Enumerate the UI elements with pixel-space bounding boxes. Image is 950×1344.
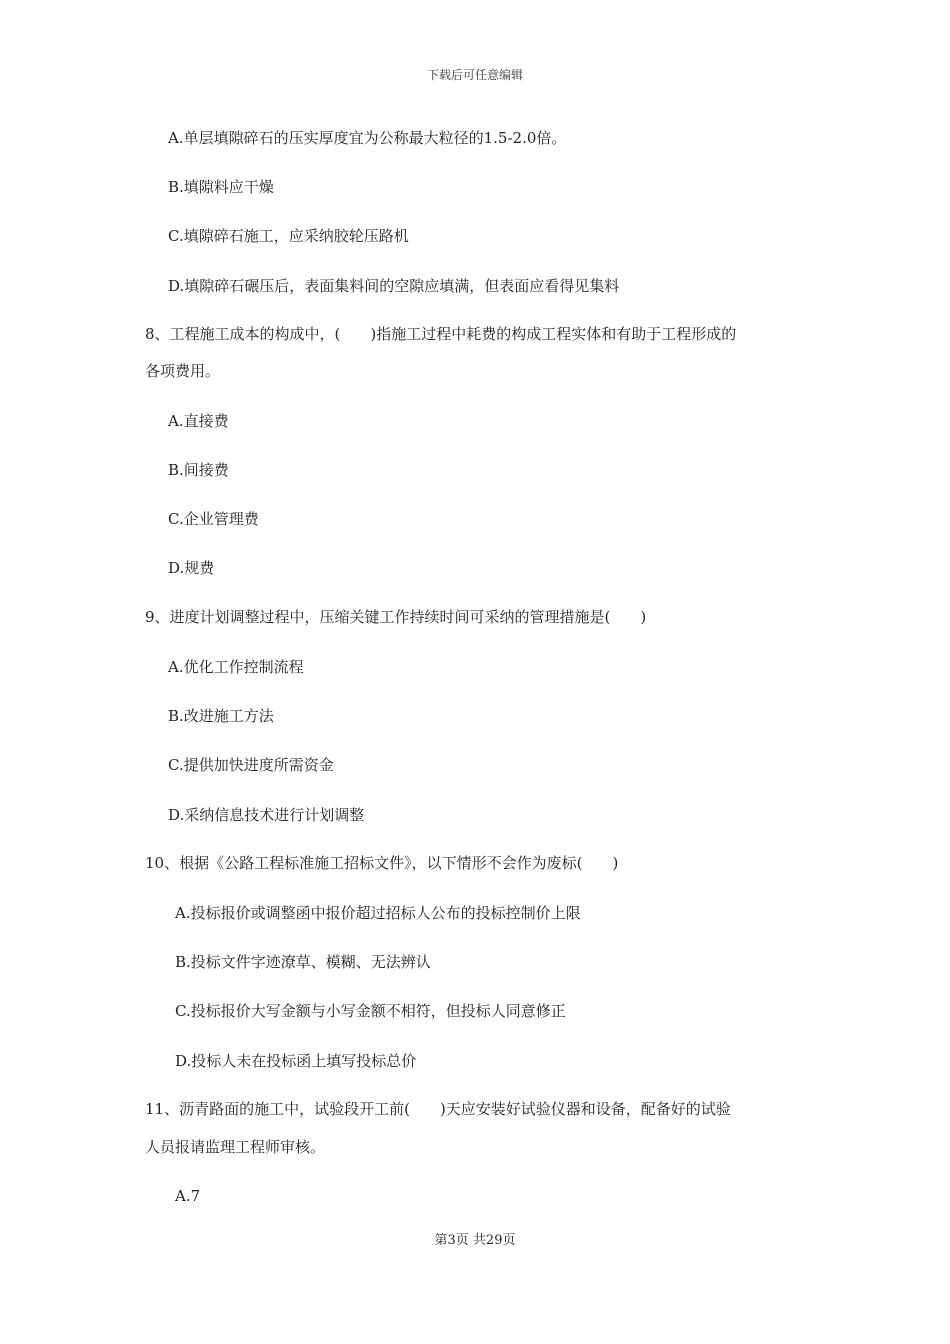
q9-option-c: C.提供加快进度所需资金 — [168, 756, 334, 774]
q7-option-b: B.填隙料应干燥 — [168, 178, 274, 196]
page-header: 下载后可任意编辑 — [426, 68, 523, 82]
q8-option-b: B.间接费 — [168, 461, 229, 479]
q7-option-a: A.单层填隙碎石的压实厚度宜为公称最大粒径的1.5-2.0倍。 — [168, 129, 567, 147]
q9-option-b: B.改进施工方法 — [168, 707, 274, 725]
q10-option-c: C.投标报价大写金额与小写金额不相符，但投标人同意修正 — [175, 1002, 566, 1020]
q8-option-d: D.规费 — [168, 559, 215, 577]
q9-option-d: D.采纳信息技术进行计划调整 — [168, 806, 365, 824]
question-8-continued: 各项费用。 — [145, 362, 221, 380]
q8-option-a: A.直接费 — [168, 412, 229, 430]
q11-option-a: A.7 — [175, 1187, 201, 1205]
question-11-continued: 人员报请监理工程师审核。 — [145, 1138, 326, 1156]
question-11: 11、沥青路面的施工中，试验段开工前( )天应安装好试验仪器和设备，配备好的试验 — [145, 1100, 731, 1118]
q9-option-a: A.优化工作控制流程 — [168, 658, 304, 676]
q10-option-a: A.投标报价或调整函中报价超过招标人公布的投标控制价上限 — [175, 904, 581, 922]
q7-option-c: C.填隙碎石施工，应采纳胶轮压路机 — [168, 227, 409, 245]
question-9: 9、进度计划调整过程中，压缩关键工作持续时间可采纳的管理措施是( ) — [145, 608, 647, 626]
page-footer: 第3页 共29页 — [434, 1233, 516, 1248]
q10-option-b: B.投标文件字迹潦草、模糊、无法辨认 — [175, 953, 431, 971]
q7-option-d: D.填隙碎石碾压后，表面集料间的空隙应填满，但表面应看得见集料 — [168, 277, 620, 295]
question-8: 8、工程施工成本的构成中，( )指施工过程中耗费的构成工程实体和有助于工程形成的 — [145, 325, 737, 343]
q10-option-d: D.投标人未在投标函上填写投标总价 — [175, 1052, 417, 1070]
q8-option-c: C.企业管理费 — [168, 510, 259, 528]
question-10: 10、根据《公路工程标准施工招标文件》，以下情形不会作为废标( ) — [145, 854, 619, 872]
